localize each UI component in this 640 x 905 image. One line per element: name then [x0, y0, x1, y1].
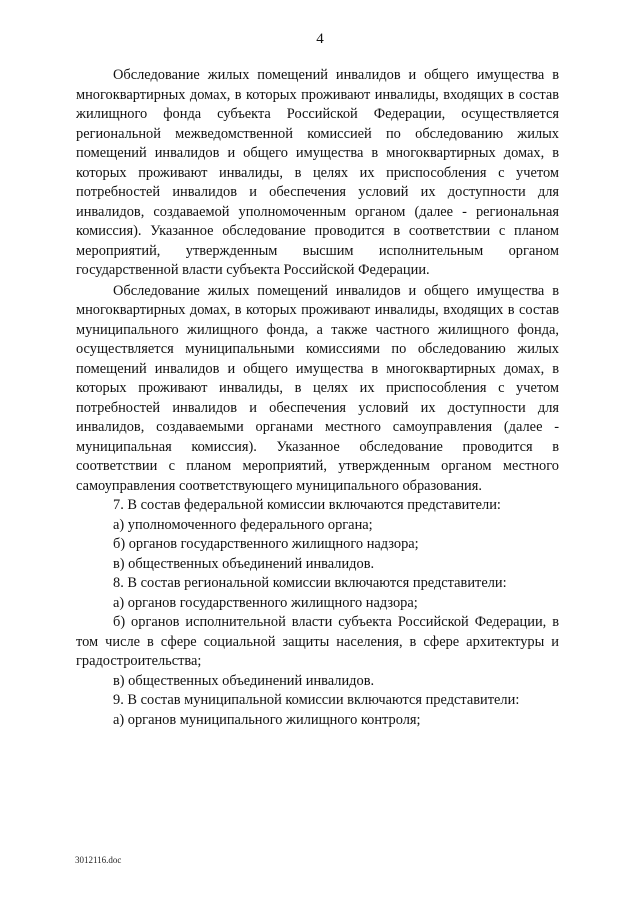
- clause-8-item-c: в) общественных объединений инвалидов.: [113, 672, 375, 689]
- clause-7-item-b: б) органов государственного жилищного надзора;: [113, 536, 419, 552]
- footer-document-code: 3012116.doc: [75, 855, 122, 865]
- clause-9-item-a: а) органов муниципального жилищного контроля;: [113, 711, 421, 728]
- clause-8-heading: 8. В состав региональной комиссии включаются представители:: [113, 575, 507, 591]
- paragraph-regional-commission: Обследование жилых помещений инвалидов и общего имущества в многоквартирных домах, в которых проживают инвалиды, входящих в состав жилищного фонда субъекта Российской Федерации, осуществляется региональной межведомственной комиссией по обследованию жилых помещений инвалидов и общего имущества в многоквартирных домах, в которых проживают инвалиды, в целях их приспособления с учетом потребностей инвалидов и обеспечения условий их доступности для инвалидов, создаваемой уполномоченным органом (далее - региональная комиссия). Указанное обследование проводится в соответствии с планом мероприятий, утвержденным высшим исполнительным органом государственной власти субъекта Российской Федерации.: [76, 67, 559, 278]
- page-number: 4: [316, 31, 324, 47]
- clause-8-item-a: а) органов государственного жилищного надзора;: [113, 594, 418, 611]
- clause-9-heading: 9. В состав муниципальной комиссии включаются представители:: [113, 692, 520, 708]
- clause-7-item-c: в) общественных объединений инвалидов.: [113, 555, 375, 572]
- paragraph-municipal-commission: Обследование жилых помещений инвалидов и общего имущества в многоквартирных домах, в которых проживают инвалиды, входящих в состав муниципального жилищного фонда, а также частного жилищного фонда, осуществляется муниципальными комиссиями по обследованию жилых помещений инвалидов и общего имущества в многоквартирных домах, в которых проживают инвалиды, в целях их приспособления с учетом потребностей инвалидов и обеспечения условий их доступности для инвалидов, создаваемыми органами местного самоуправления (далее - муниципальная комиссия). Указанное обследование проводится в соответствии с планом мероприятий, утвержденным органом местного самоуправления соответствующего муниципального образования.: [76, 282, 559, 494]
- clause-7-item-a: а) уполномоченного федерального органа;: [113, 516, 373, 533]
- clause-7-heading: 7. В состав федеральной комиссии включаются представители:: [113, 497, 501, 513]
- document-body: [76, 66, 559, 730]
- clause-8-item-b: б) органов исполнительной власти субъекта Российской Федерации, в том числе в сфере социальной защиты населения, в сфере архитектуры и градостроительства;: [76, 614, 559, 669]
